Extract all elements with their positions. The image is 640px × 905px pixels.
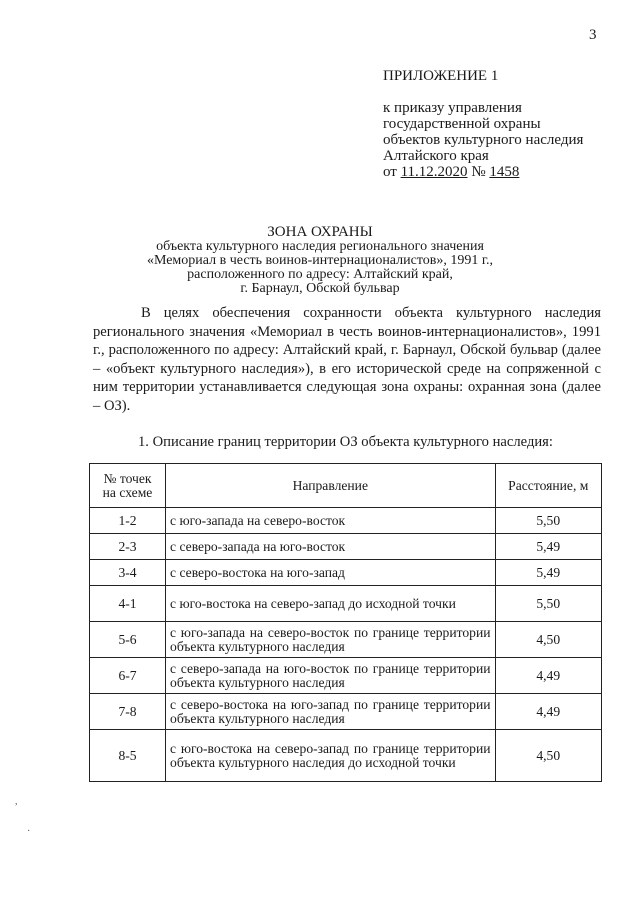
cell-direction: с юго-востока на северо-запад до исходной точки bbox=[166, 586, 496, 622]
header-points bbox=[90, 464, 166, 508]
heading-line: г. Барнаул, Обской бульвар bbox=[240, 281, 400, 296]
cell-distance: 5,50 bbox=[495, 508, 601, 534]
appendix-line: Алтайского края bbox=[383, 148, 489, 164]
cell-direction: с северо-запада на юго-восток по границе территории объекта культурного наследия bbox=[166, 658, 496, 694]
cell-distance: 4,49 bbox=[495, 658, 601, 694]
header-points-line2: на схеме bbox=[102, 484, 153, 500]
appendix-line: к приказу управления bbox=[383, 100, 522, 116]
appendix-title: ПРИЛОЖЕНИЕ 1 bbox=[383, 68, 499, 84]
order-date: 11.12.2020 bbox=[400, 164, 468, 180]
table-row bbox=[90, 586, 602, 622]
cell-direction: с северо-востока на юго-запад по границе территории объекта культурного наследия bbox=[166, 694, 496, 730]
table-row bbox=[90, 560, 602, 586]
order-date-number bbox=[383, 164, 583, 180]
table-row bbox=[90, 730, 602, 782]
cell-distance: 4,50 bbox=[495, 730, 601, 782]
appendix-block bbox=[383, 68, 583, 180]
cell-direction: с юго-востока на северо-запад по границе территории объекта культурного наследия до исходной точки bbox=[166, 730, 496, 782]
appendix-line: государственной охраны bbox=[383, 116, 541, 132]
table-row bbox=[90, 622, 602, 658]
heading-line: расположенного по адресу: Алтайский край, bbox=[187, 267, 453, 282]
page-number: 3 bbox=[589, 27, 597, 43]
cell-points: 2-3 bbox=[90, 534, 166, 560]
cell-direction: с юго-запада на северо-восток bbox=[166, 508, 496, 534]
cell-direction: с северо-востока на юго-запад bbox=[166, 560, 496, 586]
heading-title: ЗОНА ОХРАНЫ bbox=[267, 224, 373, 240]
document-heading bbox=[120, 225, 520, 296]
header-distance: Расстояние, м bbox=[495, 464, 601, 508]
cell-distance: 5,49 bbox=[495, 534, 601, 560]
from-prefix: от bbox=[383, 164, 401, 180]
heading-line: «Мемориал в честь воинов-интернационалистов», 1991 г., bbox=[146, 253, 494, 268]
cell-distance: 5,50 bbox=[495, 586, 601, 622]
table-row bbox=[90, 694, 602, 730]
number-prefix: № bbox=[467, 164, 490, 180]
scan-mark: , bbox=[15, 796, 18, 807]
boundary-table bbox=[89, 463, 602, 782]
header-direction: Направление bbox=[166, 464, 496, 508]
header-points-line1: № точек bbox=[103, 470, 152, 486]
cell-distance: 5,49 bbox=[495, 560, 601, 586]
cell-points: 4-1 bbox=[90, 586, 166, 622]
heading-line: объекта культурного наследия регионального значения bbox=[156, 239, 484, 254]
section-title: 1. Описание границ территории ОЗ объекта культурного наследия: bbox=[138, 434, 553, 450]
cell-distance: 4,50 bbox=[495, 622, 601, 658]
cell-points: 6-7 bbox=[90, 658, 166, 694]
table-row bbox=[90, 658, 602, 694]
cell-points: 5-6 bbox=[90, 622, 166, 658]
intro-paragraph: В целях обеспечения сохранности объекта культурного наследия регионального значения «Мемориал в честь воинов-интернационалистов», 1991 г., расположенного по адресу: Алтайский край, г. Барнаул, Обской бульвар (далее – «объект культурного наследия»), в его исторической среде на сопряженной с ним территории устанавливается следующая зона охраны: охранная зона (далее – ОЗ). bbox=[93, 305, 601, 414]
table-row bbox=[90, 508, 602, 534]
cell-points: 3-4 bbox=[90, 560, 166, 586]
cell-direction: с юго-запада на северо-восток по границе территории объекта культурного наследия bbox=[166, 622, 496, 658]
cell-points: 1-2 bbox=[90, 508, 166, 534]
cell-direction: с северо-запада на юго-восток bbox=[166, 534, 496, 560]
scan-mark: · bbox=[27, 826, 31, 837]
cell-points: 7-8 bbox=[90, 694, 166, 730]
appendix-line: объектов культурного наследия bbox=[383, 132, 584, 148]
cell-points: 8-5 bbox=[90, 730, 166, 782]
order-number: 1458 bbox=[489, 164, 520, 180]
table-row bbox=[90, 534, 602, 560]
cell-distance: 4,49 bbox=[495, 694, 601, 730]
